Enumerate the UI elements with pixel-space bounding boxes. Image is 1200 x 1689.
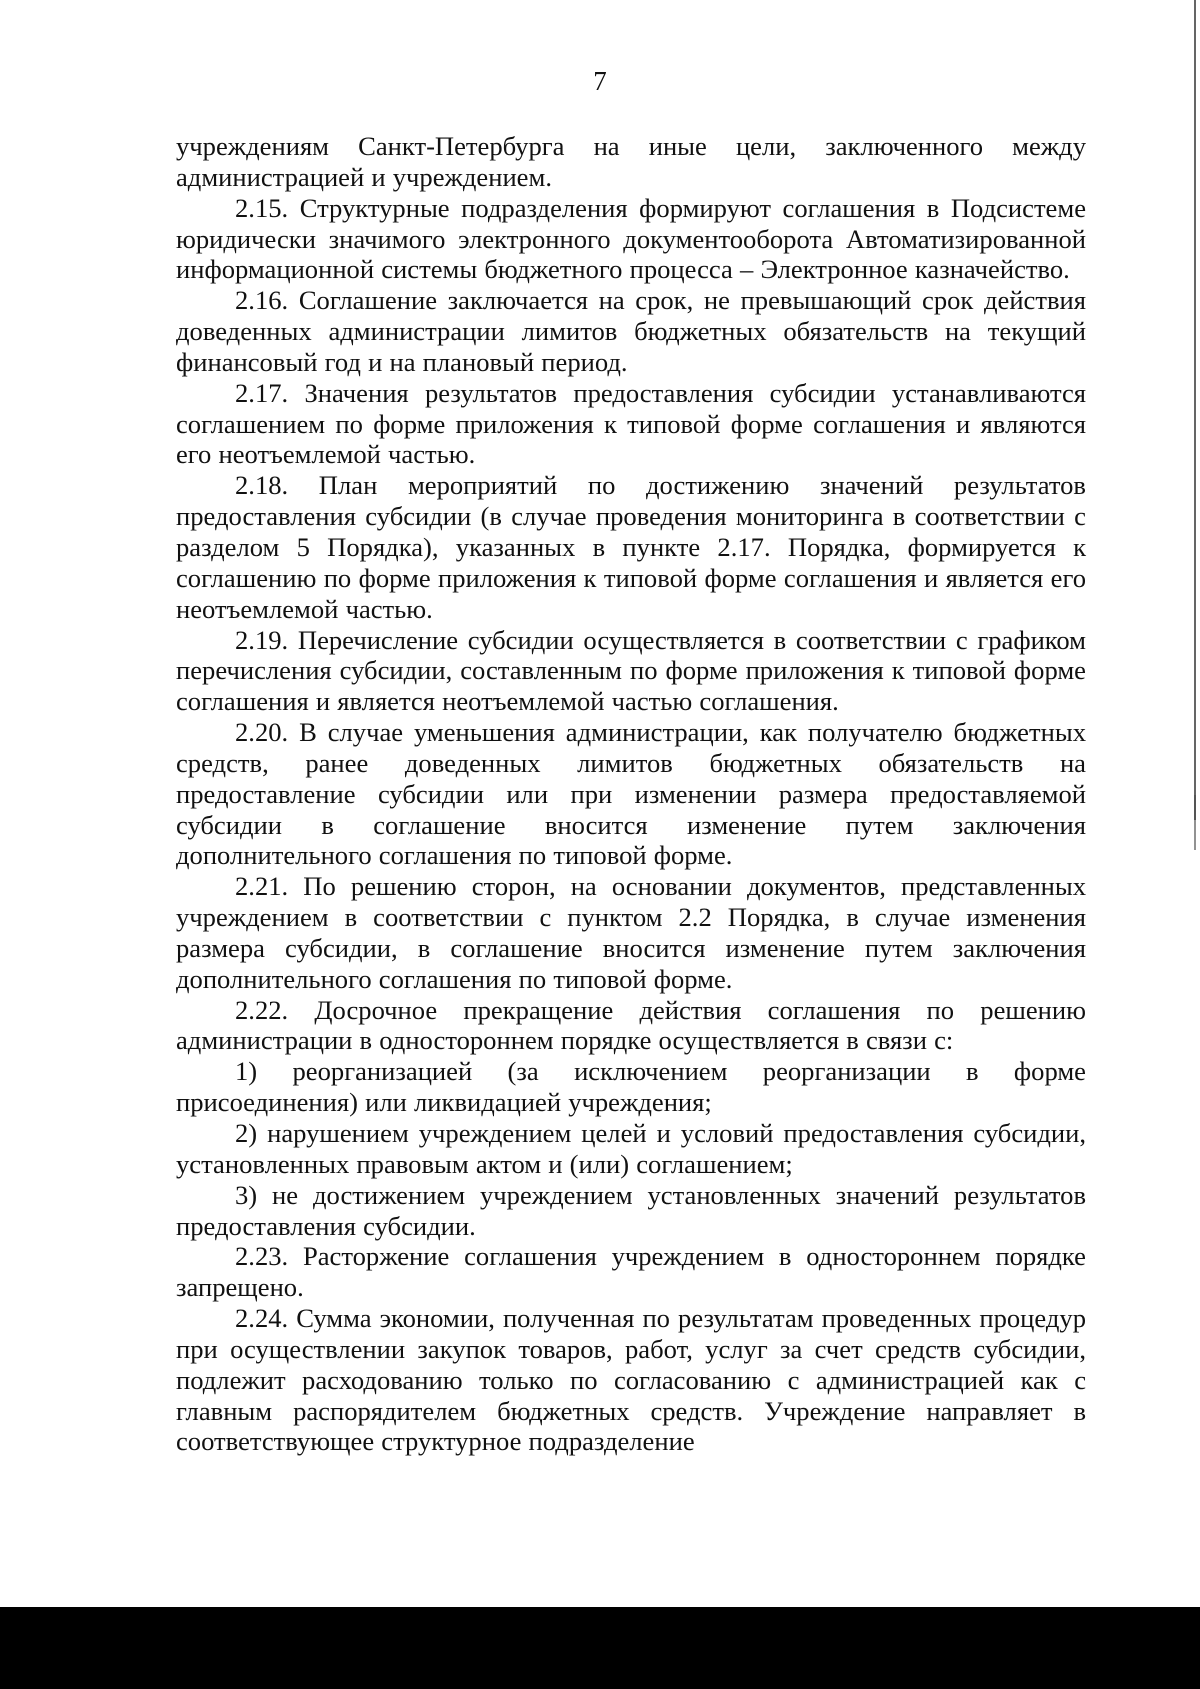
paragraph-2-15: 2.15. Структурные подразделения формируют соглашения в Подсистеме юридически значимого электронного документооборота Автоматизированной информационной системы бюджетного процесса – Электронное казначейство. [176,192,1086,285]
paragraph-2-21: 2.21. По решению сторон, на основании документов, представленных учреждением в соответствии с пунктом 2.2 Порядка, в случае изменения размера субсидии, в соглашение вносится изменение путем заключения дополнительного соглашения по типовой форме. [176,871,1086,994]
paragraph-2-23: 2.23. Расторжение соглашения учреждением в одностороннем порядке запрещено. [176,1241,1086,1303]
scan-edge-line [1194,0,1196,820]
list-item-2: 2) нарушением учреждением целей и условий предоставления субсидии, установленных правовым актом и (или) соглашением; [176,1118,1086,1179]
list-item-3: 3) не достижением учреждением установленных значений результатов предоставления субсидии. [176,1179,1086,1241]
scan-edge-line [1194,795,1196,850]
paragraph-2-19: 2.19. Перечисление субсидии осуществляется в соответствии с графиком перечисления субсидии, составленным по форме приложения к типовой форме соглашения и является неотъемлемой частью соглашения. [176,624,1086,717]
paragraph-2-22: 2.22. Досрочное прекращение действия соглашения по решению администрации в одностороннем порядке осуществляется в связи с: [176,994,1086,1056]
paragraph-2-16: 2.16. Соглашение заключается на срок, не превышающий срок действия доведенных администрации лимитов бюджетных обязательств на текущий финансовый год и на плановый период. [176,285,1086,377]
page-number: 7 [593,66,607,96]
paragraph-continuation: учреждениям Санкт-Петербурга на иные цели, заключенного между администрацией и учреждением. [176,131,1086,192]
document-body [176,131,1086,1457]
paragraph-2-24: 2.24. Сумма экономии, полученная по результатам проведенных процедур при осуществлении закупок товаров, работ, услуг за счет средств субсидии, подлежит расходованию только по согласованию с администрацией как с главным распорядителем бюджетных средств. Учреждение направляет в соответствующее структурное подразделение [176,1303,1086,1457]
list-item-1: 1) реорганизацией (за исключением реорганизации в форме присоединения) или ликвидацией учреждения; [176,1056,1086,1118]
scan-border-band [0,1607,1200,1689]
paragraph-2-17: 2.17. Значения результатов предоставления субсидии устанавливаются соглашением по форме приложения к типовой форме соглашения и являются его неотъемлемой частью. [176,377,1086,470]
paragraph-2-20: 2.20. В случае уменьшения администрации, как получателю бюджетных средств, ранее доведенных лимитов бюджетных обязательств на предоставление субсидии или при изменении размера предоставляемой субсидии в соглашение вносится изменение путем заключения дополнительного соглашения по типовой форме. [176,717,1086,871]
paragraph-2-18: 2.18. План мероприятий по достижению значений результатов предоставления субсидии (в случае проведения мониторинга в соответствии с разделом 5 Порядка), указанных в пункте 2.17. Порядка, формируется к соглашению по форме приложения к типовой форме соглашения и является его неотъемлемой частью. [176,470,1086,624]
